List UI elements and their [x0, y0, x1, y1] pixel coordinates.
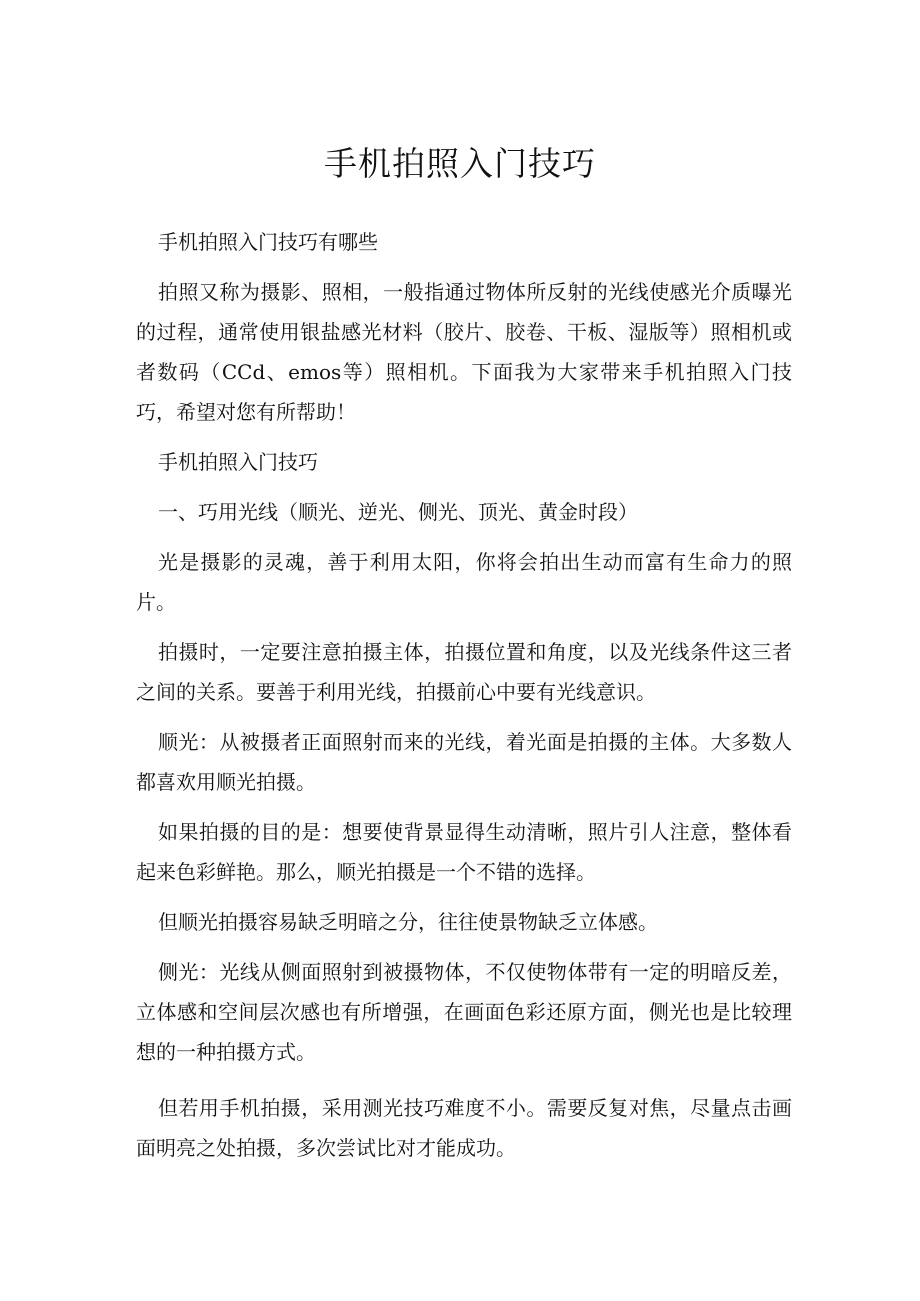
paragraph-definition: 拍照又称为摄影、照相，一般指通过物体所反射的光线使感光介质曝光的过程，通常使用银盐感光材料（胶片、胶卷、干板、湿版等）照相机或者数码（CCd、emos等）照相机。下面我为大家带来手机拍照入门技巧，希望对您有所帮助！	[136, 280, 792, 424]
document-title: 手机拍照入门技巧	[324, 144, 596, 183]
paragraph-lighting-heading: 一、巧用光线（顺光、逆光、侧光、顶光、黄金时段）	[158, 500, 638, 524]
paragraph-section-heading: 手机拍照入门技巧	[158, 450, 318, 474]
paragraph-subject-relation: 拍摄时，一定要注意拍摄主体，拍摄位置和角度，以及光线条件这三者之间的关系。要善于利用光线，拍摄前心中要有光线意识。	[136, 640, 792, 704]
paragraph-light-soul: 光是摄影的灵魂，善于利用太阳，你将会拍出生动而富有生命力的照片。	[136, 550, 792, 614]
paragraph-front-light-drawback: 但顺光拍摄容易缺乏明暗之分，往往使景物缺乏立体感。	[158, 910, 658, 934]
paragraph-side-light-phone: 但若用手机拍摄，采用测光技巧难度不小。需要反复对焦，尽量点击画面明亮之处拍摄，多次尝试比对才能成功。	[136, 1096, 792, 1160]
paragraph-front-light-purpose: 如果拍摄的目的是：想要使背景显得生动清晰，照片引人注意，整体看起来色彩鲜艳。那么，顺光拍摄是一个不错的选择。	[136, 820, 792, 884]
paragraph-intro-question: 手机拍照入门技巧有哪些	[158, 230, 378, 254]
paragraph-side-light: 侧光：光线从侧面照射到被摄物体，不仅使物体带有一定的明暗反差，立体感和空间层次感也有所增强，在画面色彩还原方面，侧光也是比较理想的一种拍摄方式。	[136, 960, 792, 1064]
paragraph-front-light: 顺光：从被摄者正面照射而来的光线，着光面是拍摄的主体。大多数人都喜欢用顺光拍摄。	[136, 730, 792, 794]
document-body	[136, 222, 792, 1178]
